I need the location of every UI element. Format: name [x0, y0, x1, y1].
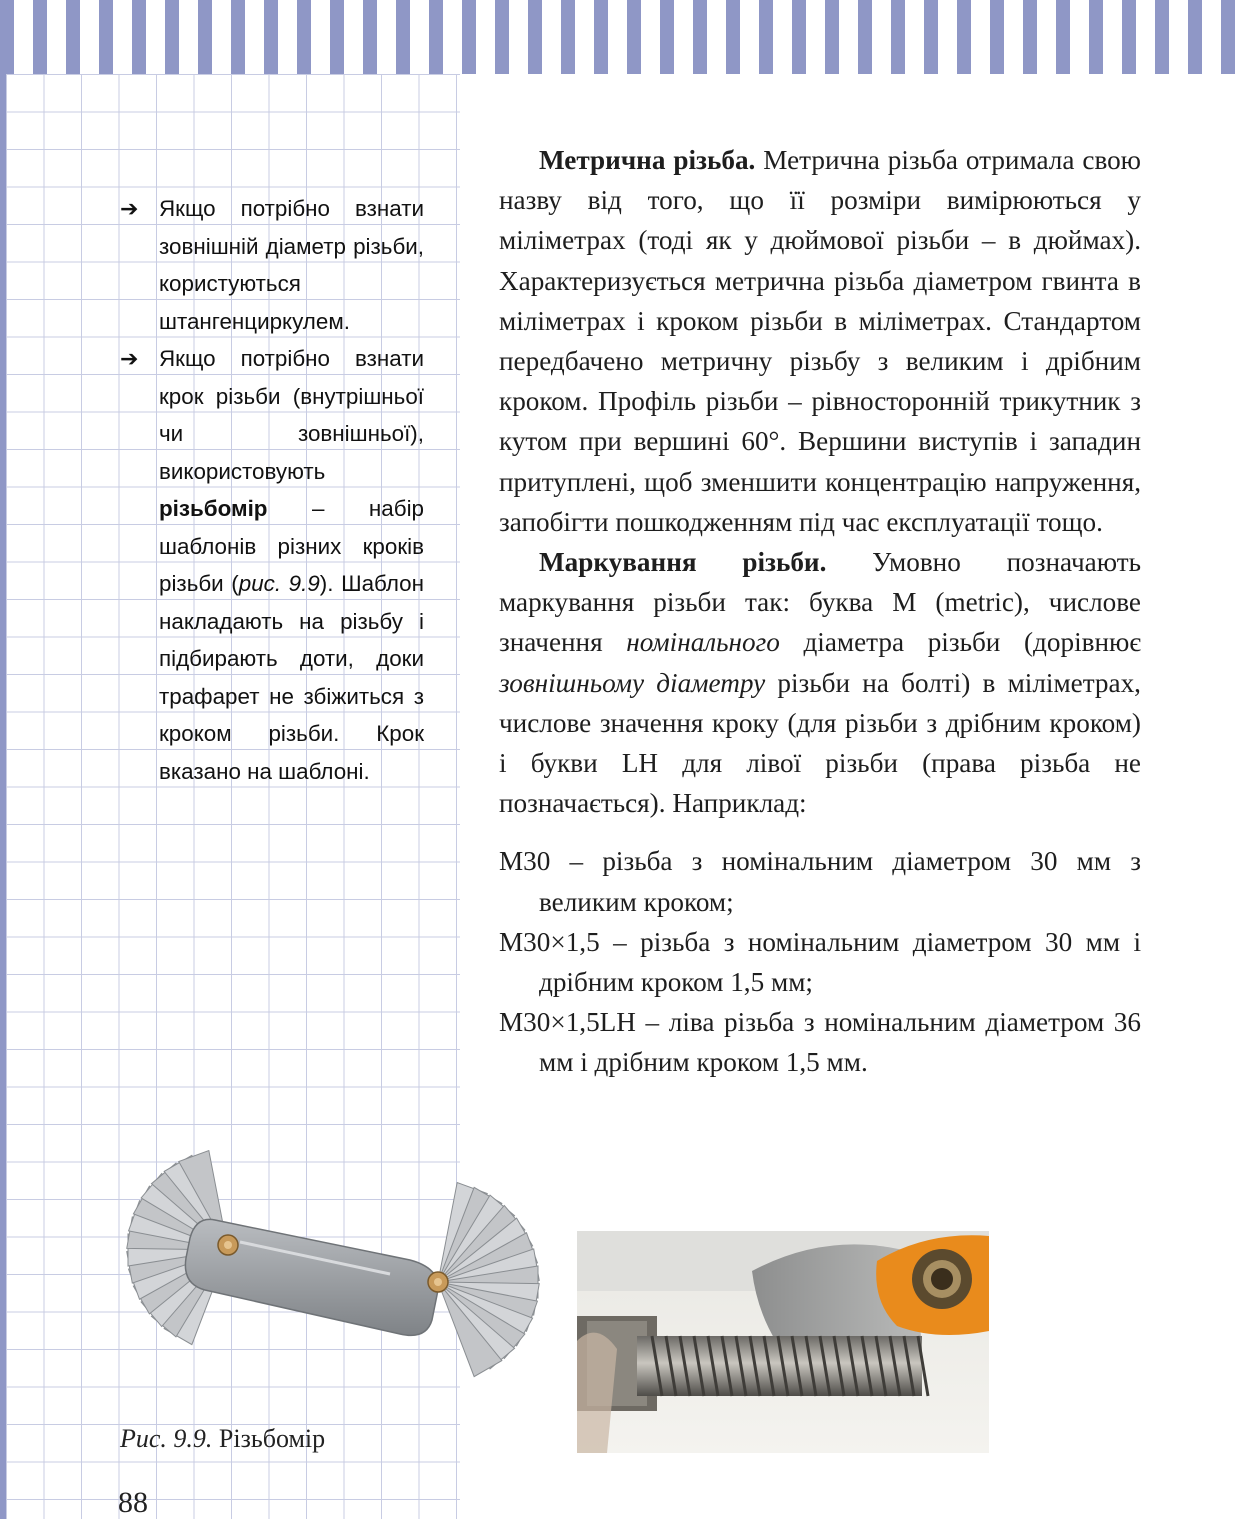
caption-text: Різьбомір: [212, 1424, 326, 1453]
side-note: [118, 340, 424, 790]
side-note-part: різьбомір: [159, 496, 268, 521]
side-notes: [118, 190, 424, 790]
example-item: М30 – різьба з номінальним діаметром 30 мм з великим кроком;: [499, 846, 1141, 917]
side-note-part: – набір шаблонів різних кроків різьби (: [159, 496, 424, 596]
paragraph-part: Маркування різьби.: [539, 547, 827, 578]
example-item: М30×1,5LH – ліва різьба з номінальним діаметром 36 мм і дрібним кроком 1,5 мм.: [499, 1007, 1141, 1078]
page-number: 88: [118, 1486, 148, 1519]
paragraph-part: Умовно позначають маркування різьби так: буква М (metric), числове значення: [499, 547, 1141, 658]
side-note: [118, 190, 424, 340]
arrow-icon: ➔: [120, 346, 139, 371]
arrow-icon: ➔: [120, 196, 139, 221]
example-item: М30×1,5 – різьба з номінальним діаметром 30 мм і дрібним кроком 1,5 мм;: [499, 926, 1141, 998]
paragraph-part: номінального: [626, 627, 780, 658]
thread-gauge-image: [120, 1150, 540, 1430]
side-note-part: ). Шаблон накладають на різьбу і підбирають доти, доки трафарет не збіжиться з кроком різьби. Крок вказано на шаблоні.: [159, 571, 424, 784]
paragraph-part: діаметра різьби (дорівнює: [779, 627, 1141, 658]
top-stripe-border: [0, 0, 1254, 74]
paragraph: [499, 542, 1141, 823]
main-text: [499, 140, 1141, 1083]
side-note-part: рис. 9.9: [238, 571, 320, 596]
side-note-part: Якщо потрібно взнати крок різьби (внутрішньої чи зовнішньої), використовують: [159, 346, 424, 484]
paragraph-part: Метрична різьба.: [539, 145, 756, 175]
figure-caption: [120, 1424, 325, 1454]
examples-list: [499, 841, 1141, 1082]
side-note-part: Якщо потрібно взнати зовнішній діаметр різьби, користуються штангенциркулем.: [159, 196, 424, 334]
paragraph-part: зовнішньому діаметру: [499, 667, 766, 698]
caption-label: Рис. 9.9.: [120, 1424, 213, 1453]
paragraph: [499, 140, 1141, 542]
paragraph-part: Метрична різьба отримала свою назву від того, що її розміри вимірюються у міліметрах (тоді як у дюймової різьби – в дюймах). Характеризується метрична різьба діаметром гвинта в міліметрах і кроком різьби в міліметрах. Стандартом передбачено метричну різьбу з великим і дрібним кроком. Профіль різьби – рівносторонній трикутник з кутом при вершині 60°. Вершини виступів і западин притуплені, щоб зменшити концентрацію напруження, запобігти пошкодженням під час експлуатації тощо.: [499, 145, 1141, 537]
thread-measurement-photo: [577, 1231, 989, 1453]
paragraph-part: різьби на болті) в міліметрах, числове значення кроку (для різьби з дрібним кроком) і букви LH для лівої різьби (права різьба не позначається). Наприклад:: [499, 667, 1141, 819]
